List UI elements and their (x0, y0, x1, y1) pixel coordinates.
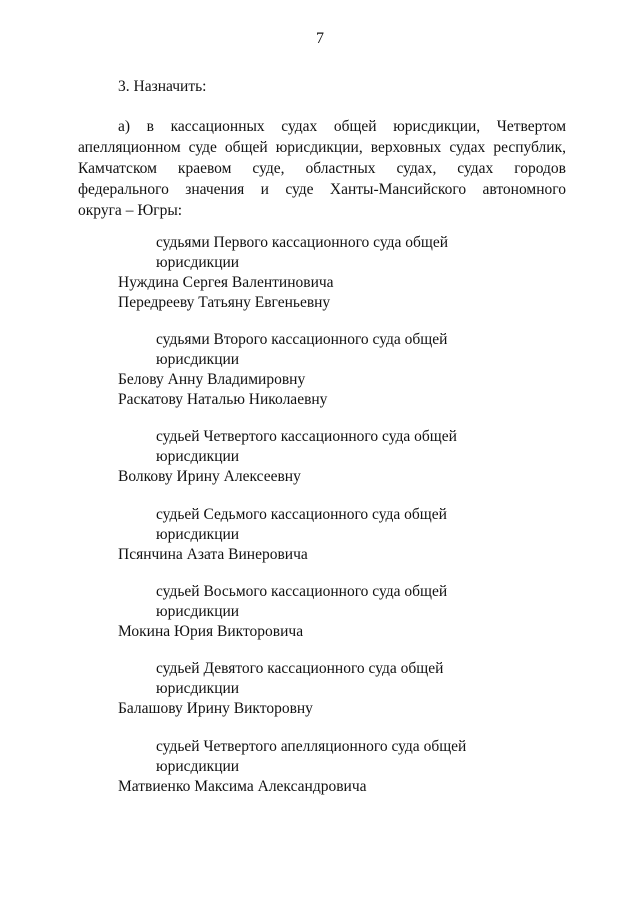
court-title-line: судьей Седьмого кассационного суда общей (156, 506, 447, 523)
appointment-block-first-cassation (0, 233, 640, 313)
appointment-block-seventh-cassation (0, 505, 640, 565)
court-title-line: судьей Девятого кассационного суда общей (156, 660, 444, 677)
appointee-name: Передрееву Татьяну Евгеньевну (118, 294, 331, 311)
appointment-block-fourth-cassation (0, 427, 640, 487)
court-title-line: судьей Восьмого кассационного суда общей (156, 583, 448, 600)
court-title-line: юрисдикции (156, 758, 240, 775)
paragraph-line: апелляционном суде общей юрисдикции, верховных судах республик, (78, 139, 566, 156)
court-title-line: судьей Четвертого апелляционного суда общей (156, 738, 467, 755)
appointment-block-second-cassation (0, 330, 640, 410)
paragraph-line: федерального значения и суде Ханты-Мансийского автономного (78, 181, 566, 198)
item-heading: 3. Назначить: (118, 78, 207, 95)
court-title-line: юрисдикции (156, 254, 240, 271)
appointee-name: Белову Анну Владимировну (118, 371, 306, 388)
appointment-block-eighth-cassation (0, 582, 640, 642)
appointee-name: Балашову Ирину Викторовну (118, 700, 313, 717)
intro-paragraph (78, 116, 566, 221)
paragraph-line: а) в кассационных судах общей юрисдикции, Четвертом (118, 118, 566, 135)
court-title-line: судьей Четвертого кассационного суда общей (156, 428, 457, 445)
page-number: 7 (316, 30, 324, 47)
appointee-name: Мокина Юрия Викторовича (118, 623, 304, 640)
paragraph-line: округа – Югры: (78, 202, 183, 219)
appointment-block-ninth-cassation (0, 659, 640, 719)
appointee-name: Нуждина Сергея Валентиновича (118, 274, 334, 291)
court-title-line: юрисдикции (156, 448, 240, 465)
appointment-block-fourth-appellate (0, 737, 640, 797)
court-title-line: судьями Второго кассационного суда общей (156, 331, 448, 348)
appointee-name: Псянчина Азата Винеровича (118, 546, 308, 563)
court-title-line: юрисдикции (156, 603, 240, 620)
court-title-line: судьями Первого кассационного суда общей (156, 234, 449, 251)
appointee-name: Раскатову Наталью Николаевну (118, 391, 328, 408)
court-title-line: юрисдикции (156, 351, 240, 368)
paragraph-line: Камчатском краевом суде, областных судах, судах городов (78, 160, 566, 177)
court-title-line: юрисдикции (156, 526, 240, 543)
court-title-line: юрисдикции (156, 680, 240, 697)
appointee-name: Матвиенко Максима Александровича (118, 778, 367, 795)
appointee-name: Волкову Ирину Алексеевну (118, 468, 301, 485)
